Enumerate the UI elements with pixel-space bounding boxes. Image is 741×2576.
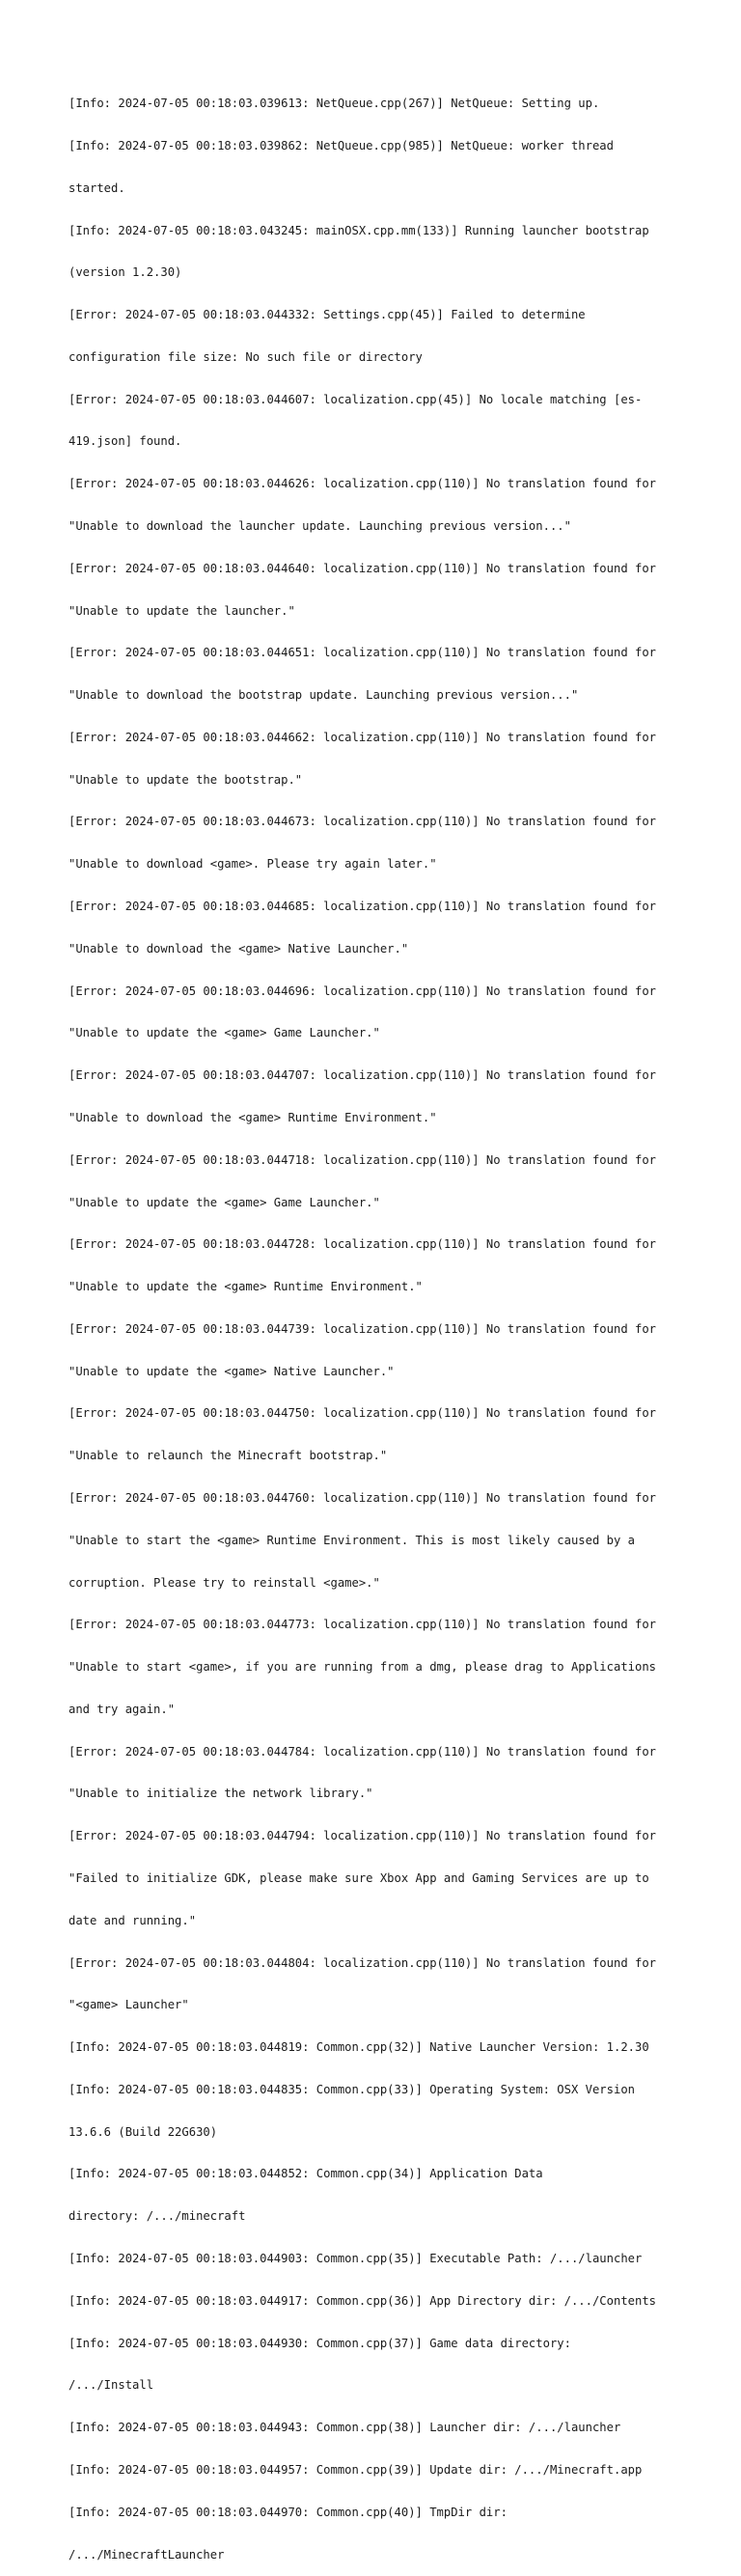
log-line: "Unable to update the <game> Game Launcher." bbox=[69, 1026, 380, 1040]
log-line: [Info: 2024-07-05 00:18:03.044943: Common.cpp(38)] Launcher dir: /.../launcher bbox=[69, 2421, 621, 2435]
log-line: [Error: 2024-07-05 00:18:03.044760: localization.cpp(110)] No translation found for bbox=[69, 1490, 657, 1505]
log-line: [Info: 2024-07-05 00:18:03.044970: Common.cpp(40)] TmpDir dir: bbox=[69, 2505, 508, 2519]
log-line: [Error: 2024-07-05 00:18:03.044707: localization.cpp(110)] No translation found for bbox=[69, 1068, 657, 1083]
log-line: (version 1.2.30) bbox=[69, 265, 182, 280]
log-line: "Unable to start the <game> Runtime Environment. This is most likely caused by a bbox=[69, 1533, 635, 1547]
log-line: and try again." bbox=[69, 1702, 176, 1716]
log-line: [Info: 2024-07-05 00:18:03.043245: mainOSX.cpp.mm(133)] Running launcher bootstrap bbox=[69, 223, 649, 237]
log-line: started. bbox=[69, 180, 125, 195]
log-line: 419.json] found. bbox=[69, 434, 182, 449]
log-line: "Unable to relaunch the Minecraft bootstrap." bbox=[69, 1449, 388, 1463]
log-line: directory: /.../minecraft bbox=[69, 2209, 246, 2224]
log-line: [Error: 2024-07-05 00:18:03.044607: localization.cpp(45)] No locale matching [es- bbox=[69, 392, 643, 406]
log-line: [Info: 2024-07-05 00:18:03.044819: Common.cpp(32)] Native Launcher Version: 1.2.30 bbox=[69, 2040, 649, 2055]
log-line: [Error: 2024-07-05 00:18:03.044728: localization.cpp(110)] No translation found for bbox=[69, 1237, 657, 1252]
log-line: /.../MinecraftLauncher bbox=[69, 2547, 225, 2562]
log-line: [Error: 2024-07-05 00:18:03.044651: localization.cpp(110)] No translation found for bbox=[69, 646, 657, 660]
log-line: corruption. Please try to reinstall <game>." bbox=[69, 1575, 380, 1590]
log-line: "Unable to download the launcher update. Launching previous version..." bbox=[69, 519, 571, 533]
log-line: [Error: 2024-07-05 00:18:03.044750: localization.cpp(110)] No translation found for bbox=[69, 1406, 657, 1421]
log-line: "Unable to download <game>. Please try again later." bbox=[69, 857, 437, 872]
log-line: "Failed to initialize GDK, please make sure Xbox App and Gaming Services are up to bbox=[69, 1871, 649, 1885]
log-line: [Error: 2024-07-05 00:18:03.044718: localization.cpp(110)] No translation found for bbox=[69, 1152, 657, 1167]
log-line: "Unable to download the <game> Runtime Environment." bbox=[69, 1110, 437, 1124]
log-line: "Unable to update the <game> Runtime Environment." bbox=[69, 1280, 423, 1294]
log-line: date and running." bbox=[69, 1913, 197, 1927]
log-document bbox=[69, 69, 686, 2576]
log-line: [Error: 2024-07-05 00:18:03.044784: localization.cpp(110)] No translation found for bbox=[69, 1744, 657, 1759]
log-line: configuration file size: No such file or directory bbox=[69, 349, 423, 364]
log-line: [Error: 2024-07-05 00:18:03.044640: localization.cpp(110)] No translation found for bbox=[69, 561, 657, 575]
log-line: [Info: 2024-07-05 00:18:03.039862: NetQueue.cpp(985)] NetQueue: worker thread bbox=[69, 138, 614, 152]
log-line: "Unable to start <game>, if you are running from a dmg, please drag to Applications bbox=[69, 1660, 657, 1675]
log-line: [Info: 2024-07-05 00:18:03.044835: Common.cpp(33)] Operating System: OSX Version bbox=[69, 2082, 635, 2096]
log-line: [Error: 2024-07-05 00:18:03.044794: localization.cpp(110)] No translation found for bbox=[69, 1829, 657, 1843]
log-line: "Unable to update the bootstrap." bbox=[69, 772, 303, 787]
log-line: "Unable to initialize the network library." bbox=[69, 1787, 373, 1801]
log-line: [Error: 2024-07-05 00:18:03.044739: localization.cpp(110)] No translation found for bbox=[69, 1321, 657, 1336]
log-line: [Info: 2024-07-05 00:18:03.044930: Common.cpp(37)] Game data directory: bbox=[69, 2336, 571, 2350]
log-line: "Unable to update the <game> Game Launcher." bbox=[69, 1195, 380, 1209]
log-line: [Error: 2024-07-05 00:18:03.044696: localization.cpp(110)] No translation found for bbox=[69, 983, 657, 998]
log-line: "Unable to download the bootstrap update. Launching previous version..." bbox=[69, 688, 579, 703]
log-line: /.../Install bbox=[69, 2378, 154, 2393]
log-line: [Error: 2024-07-05 00:18:03.044804: localization.cpp(110)] No translation found for bbox=[69, 1955, 657, 1970]
log-line: [Error: 2024-07-05 00:18:03.044673: localization.cpp(110)] No translation found for bbox=[69, 815, 657, 829]
log-line: [Error: 2024-07-05 00:18:03.044626: localization.cpp(110)] No translation found for bbox=[69, 477, 657, 491]
log-line: [Error: 2024-07-05 00:18:03.044685: localization.cpp(110)] No translation found for bbox=[69, 900, 657, 914]
log-line: "Unable to download the <game> Native Launcher." bbox=[69, 941, 409, 956]
log-line: "Unable to update the launcher." bbox=[69, 603, 295, 618]
log-line: [Info: 2024-07-05 00:18:03.039613: NetQueue.cpp(267)] NetQueue: Setting up. bbox=[69, 97, 600, 111]
log-line: [Error: 2024-07-05 00:18:03.044662: localization.cpp(110)] No translation found for bbox=[69, 730, 657, 744]
log-line: [Error: 2024-07-05 00:18:03.044773: localization.cpp(110)] No translation found for bbox=[69, 1618, 657, 1632]
log-line: [Error: 2024-07-05 00:18:03.044332: Settings.cpp(45)] Failed to determine bbox=[69, 308, 586, 322]
log-line: [Info: 2024-07-05 00:18:03.044852: Common.cpp(34)] Application Data bbox=[69, 2167, 543, 2181]
log-line: [Info: 2024-07-05 00:18:03.044917: Common.cpp(36)] App Directory dir: /.../Contents bbox=[69, 2293, 657, 2308]
log-line: [Info: 2024-07-05 00:18:03.044957: Common.cpp(39)] Update dir: /.../Minecraft.app bbox=[69, 2462, 643, 2477]
log-line: [Info: 2024-07-05 00:18:03.044903: Common.cpp(35)] Executable Path: /.../launcher bbox=[69, 2252, 643, 2266]
log-line: "Unable to update the <game> Native Launcher." bbox=[69, 1364, 395, 1378]
log-line: "<game> Launcher" bbox=[69, 1998, 189, 2012]
log-line: 13.6.6 (Build 22G630) bbox=[69, 2124, 218, 2139]
